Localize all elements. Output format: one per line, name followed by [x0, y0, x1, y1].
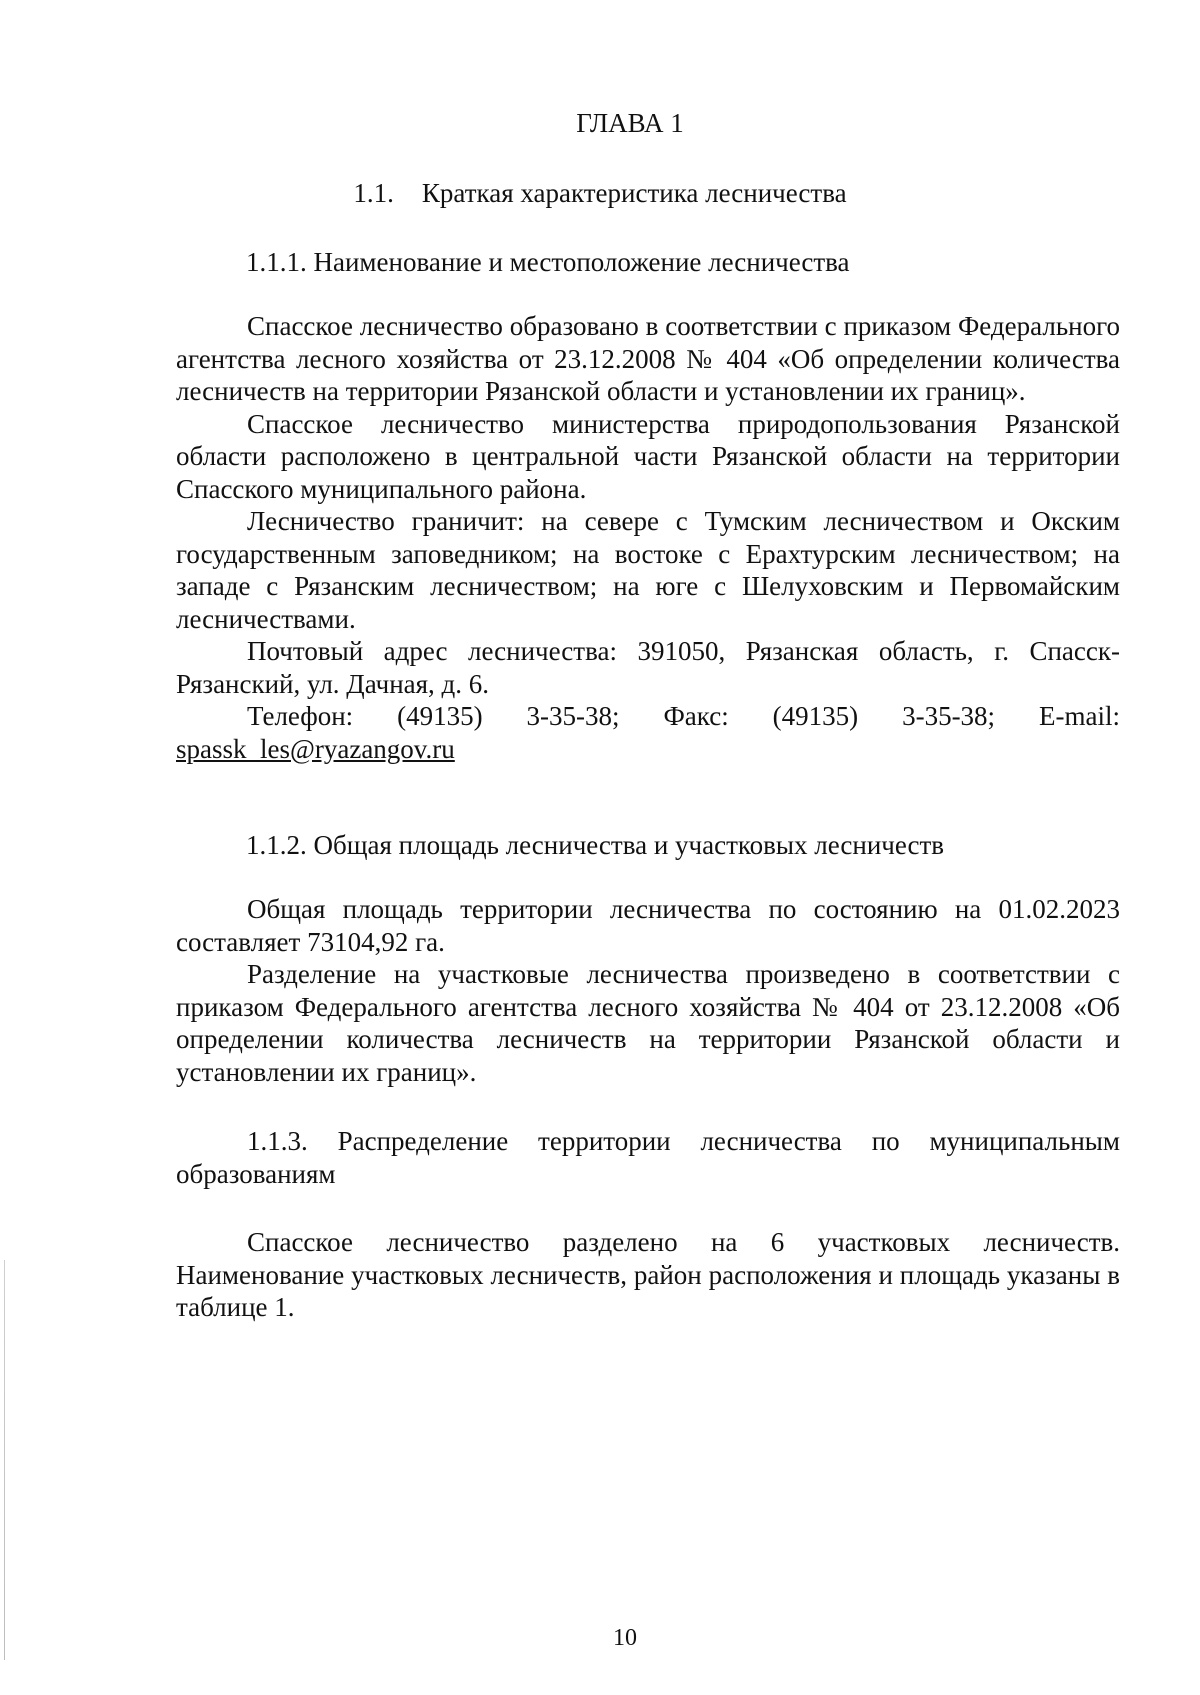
- subsection-1-heading: 1.1.1. Наименование и местоположение лесничества: [246, 247, 850, 277]
- fax-code: (49135): [772, 701, 859, 731]
- paragraph-formation: Спасское лесничество образовано в соответствии с приказом Федерального агентства лесного хозяйства от 23.12.2008 № 404 «Об определении количества лесничеств на территории Рязанской области и установлении их границ».: [176, 311, 1120, 406]
- email-label: E-mail:: [1039, 701, 1120, 731]
- phone-label: Телефон:: [247, 701, 354, 731]
- contacts-block: [176, 700, 1120, 765]
- subsection-3-body: [176, 1226, 1120, 1324]
- section-number: 1.1.: [353, 178, 394, 208]
- paragraph-address: Почтовый адрес лесничества: 391050, Рязанская область, г. Спасск-Рязанский, ул. Дачная, д. 6.: [176, 636, 1120, 699]
- phone-number: 3-35-38;: [526, 701, 620, 731]
- subsection-3-heading: 1.1.3. Распределение территории лесничества по муниципальным образованиям: [176, 1126, 1120, 1189]
- paragraph-total-area: Общая площадь территории лесничества по состоянию на 01.02.2023 составляет 73104,92 га.: [176, 894, 1120, 957]
- paragraph-division: Разделение на участковые лесничества произведено в соответствии с приказом Федерального агентства лесного хозяйства № 404 от 23.12.2008 «Об определении количества лесничеств на территории Рязанской области и установлении их границ».: [176, 959, 1120, 1087]
- page-number: 10: [613, 1625, 637, 1651]
- contacts-line: [176, 700, 1120, 733]
- fax-label: Факс:: [663, 701, 729, 731]
- section-title: Краткая характеристика лесничества: [421, 178, 847, 208]
- subsection-1-body: [176, 310, 1120, 765]
- subsection-2-heading: 1.1.2. Общая площадь лесничества и участковых лесничеств: [246, 830, 945, 860]
- section-heading: [0, 178, 1200, 209]
- fax-number: 3-35-38;: [902, 701, 996, 731]
- paragraph-location: Спасское лесничество министерства природопользования Рязанской области расположено в центральной части Рязанской области на территории Спасского муниципального района.: [176, 408, 1120, 504]
- subsection-2-body: [176, 893, 1120, 1088]
- paragraph-distribution: Спасское лесничество разделено на 6 участковых лесничеств. Наименование участковых лесничеств, район расположения и площадь указаны в таблице 1.: [176, 1227, 1120, 1322]
- paragraph-borders: Лесничество граничит: на севере с Тумским лесничеством и Окским государственным заповедником; на востоке с Ерахтурским лесничеством; на западе с Рязанским лесничеством; на юге с Шелуховским и Первомайским лесничествами.: [176, 506, 1120, 634]
- binding-edge-mark: [4, 1260, 5, 1660]
- phone-code: (49135): [397, 701, 483, 731]
- email-link[interactable]: spassk_les@ryazangov.ru: [176, 733, 455, 764]
- chapter-title: ГЛАВА 1: [576, 108, 684, 138]
- email-line: [176, 733, 1120, 766]
